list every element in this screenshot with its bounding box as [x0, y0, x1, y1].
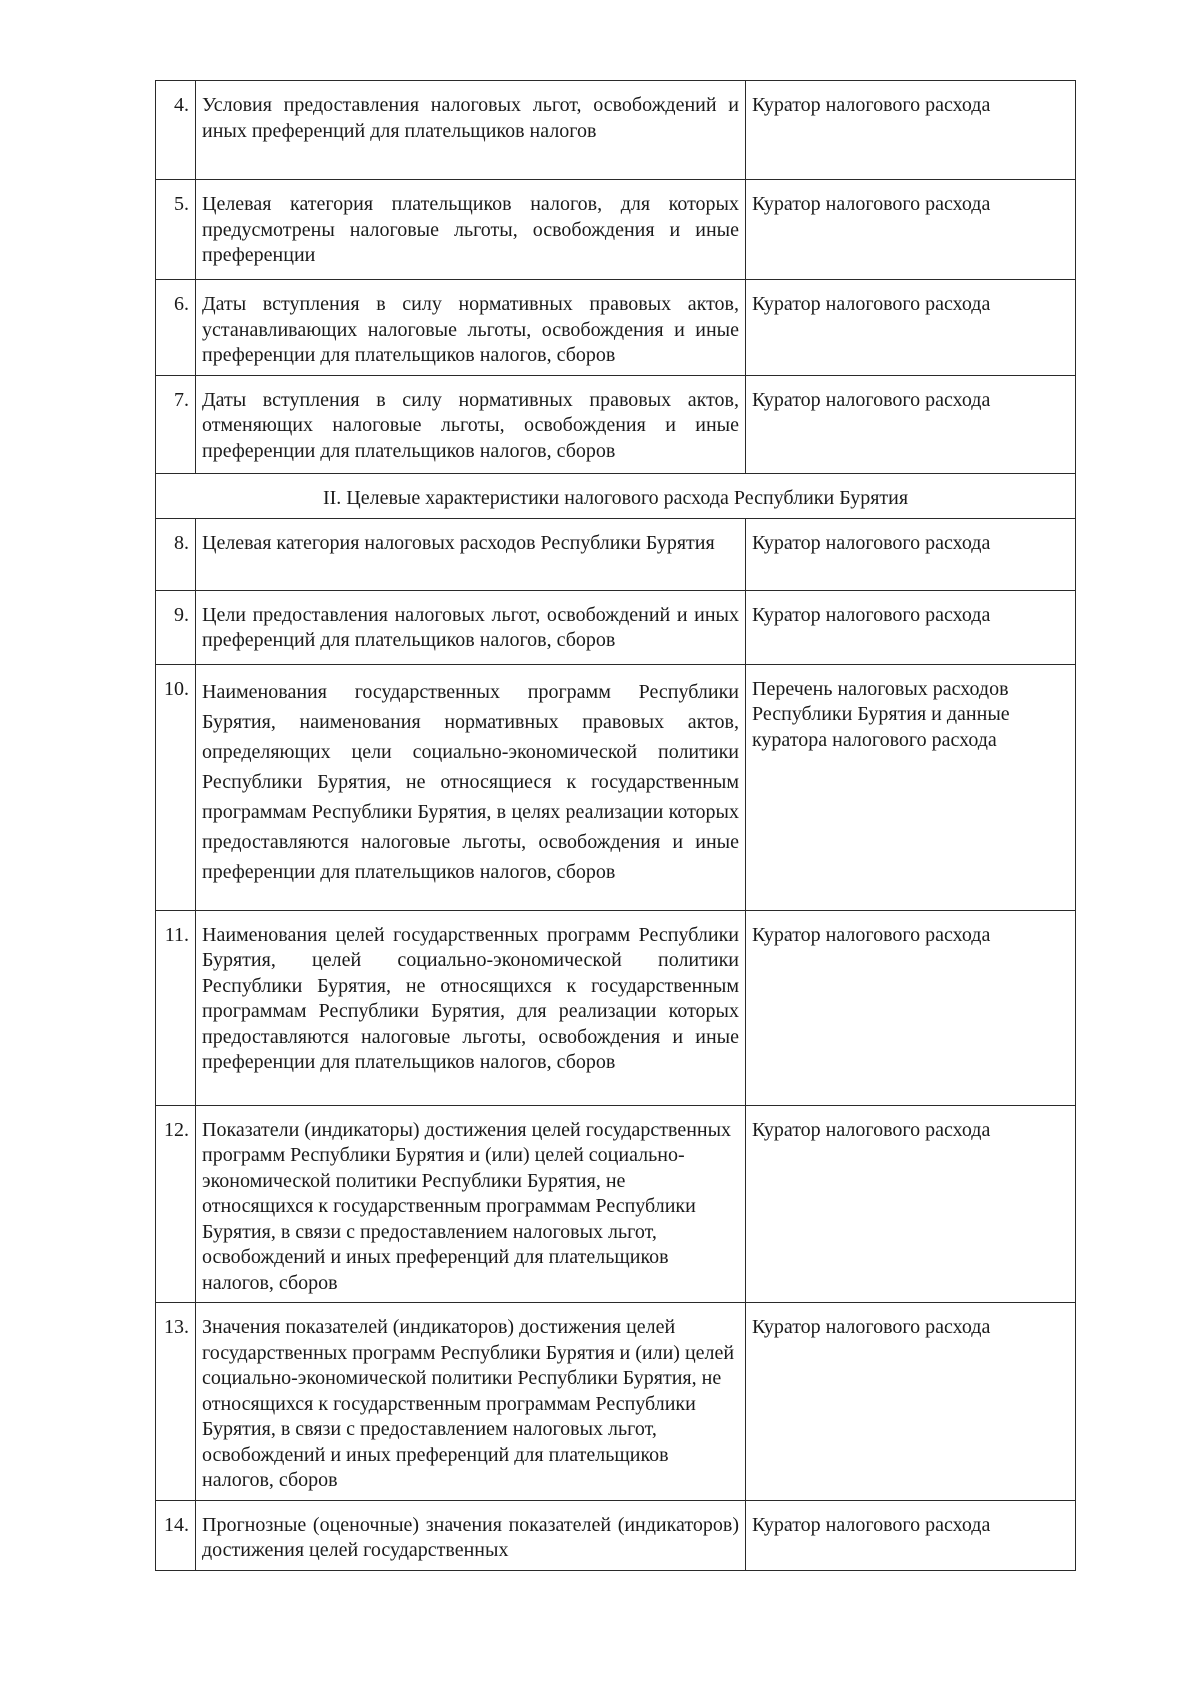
table-row — [156, 180, 1076, 280]
row-description: Наименования целей государственных программ Республики Бурятия, целей социально-экономической политики Республики Бурятия, не относящихся к государственным программам Республики Бурятия, для реализации которых предоставляются налоговые льготы, освобождения и иные преференции для плательщиков налогов, сборов — [196, 910, 746, 1105]
row-number: 11. — [156, 910, 196, 1105]
row-description: Условия предоставления налоговых льгот, освобождений и иных преференций для плательщиков налогов — [196, 81, 746, 180]
table-row — [156, 1500, 1076, 1570]
table-row — [156, 590, 1076, 664]
row-description: Цели предоставления налоговых льгот, освобождений и иных преференций для плательщиков налогов, сборов — [196, 590, 746, 664]
row-number: 5. — [156, 180, 196, 280]
row-number: 8. — [156, 518, 196, 590]
table-row — [156, 518, 1076, 590]
row-description: Даты вступления в силу нормативных правовых актов, отменяющих налоговые льготы, освобождения и иные преференции для плательщиков налогов, сборов — [196, 375, 746, 473]
row-number: 10. — [156, 664, 196, 910]
row-description: Показатели (индикаторы) достижения целей государственных программ Республики Бурятия и (или) целей социально-экономической политики Республики Бурятия, не относящихся к государственным программам Республики Бурятия, в связи с предоставлением налоговых льгот, освобождений и иных преференций для плательщиков налогов, сборов — [196, 1105, 746, 1303]
row-number: 13. — [156, 1303, 196, 1501]
row-number: 14. — [156, 1500, 196, 1570]
row-description: Целевая категория плательщиков налогов, для которых предусмотрены налоговые льготы, освобождения и иные преференции — [196, 180, 746, 280]
row-description: Прогнозные (оценочные) значения показателей (индикаторов) достижения целей государственных — [196, 1500, 746, 1570]
row-source: Куратор налогового расхода — [746, 180, 1076, 280]
section-header-row — [156, 473, 1076, 518]
row-number: 12. — [156, 1105, 196, 1303]
row-source: Куратор налогового расхода — [746, 1105, 1076, 1303]
table-row — [156, 375, 1076, 473]
row-number: 6. — [156, 280, 196, 376]
table-row — [156, 81, 1076, 180]
row-description: Наименования государственных программ Республики Бурятия, наименования нормативных правовых актов, определяющих цели социально-экономической политики Республики Бурятия, не относящиеся к государственным программам Республики Бурятия, в целях реализации которых предоставляются налоговые льготы, освобождения и иные преференции для плательщиков налогов, сборов — [196, 664, 746, 910]
row-source: Куратор налогового расхода — [746, 518, 1076, 590]
row-number: 9. — [156, 590, 196, 664]
row-number: 4. — [156, 81, 196, 180]
row-description: Значения показателей (индикаторов) достижения целей государственных программ Республики Бурятия и (или) целей социально-экономической политики Республики Бурятия, не относящихся к государственным программам Республики Бурятия, в связи с предоставлением налоговых льгот, освобождений и иных преференций для плательщиков налогов, сборов — [196, 1303, 746, 1501]
row-source: Перечень налоговых расходов Республики Бурятия и данные куратора налогового расхода — [746, 664, 1076, 910]
table-row — [156, 1303, 1076, 1501]
row-source: Куратор налогового расхода — [746, 590, 1076, 664]
section-title: II. Целевые характеристики налогового расхода Республики Бурятия — [156, 473, 1076, 518]
row-description: Даты вступления в силу нормативных правовых актов, устанавливающих налоговые льготы, освобождения и иные преференции для плательщиков налогов, сборов — [196, 280, 746, 376]
table-row — [156, 664, 1076, 910]
row-source: Куратор налогового расхода — [746, 280, 1076, 376]
row-source: Куратор налогового расхода — [746, 81, 1076, 180]
tax-expense-characteristics-table — [155, 80, 1076, 1571]
table-row — [156, 1105, 1076, 1303]
row-source: Куратор налогового расхода — [746, 375, 1076, 473]
row-source: Куратор налогового расхода — [746, 1500, 1076, 1570]
table-row — [156, 910, 1076, 1105]
row-source: Куратор налогового расхода — [746, 1303, 1076, 1501]
table-row — [156, 280, 1076, 376]
row-source: Куратор налогового расхода — [746, 910, 1076, 1105]
row-number: 7. — [156, 375, 196, 473]
row-description: Целевая категория налоговых расходов Республики Бурятия — [196, 518, 746, 590]
